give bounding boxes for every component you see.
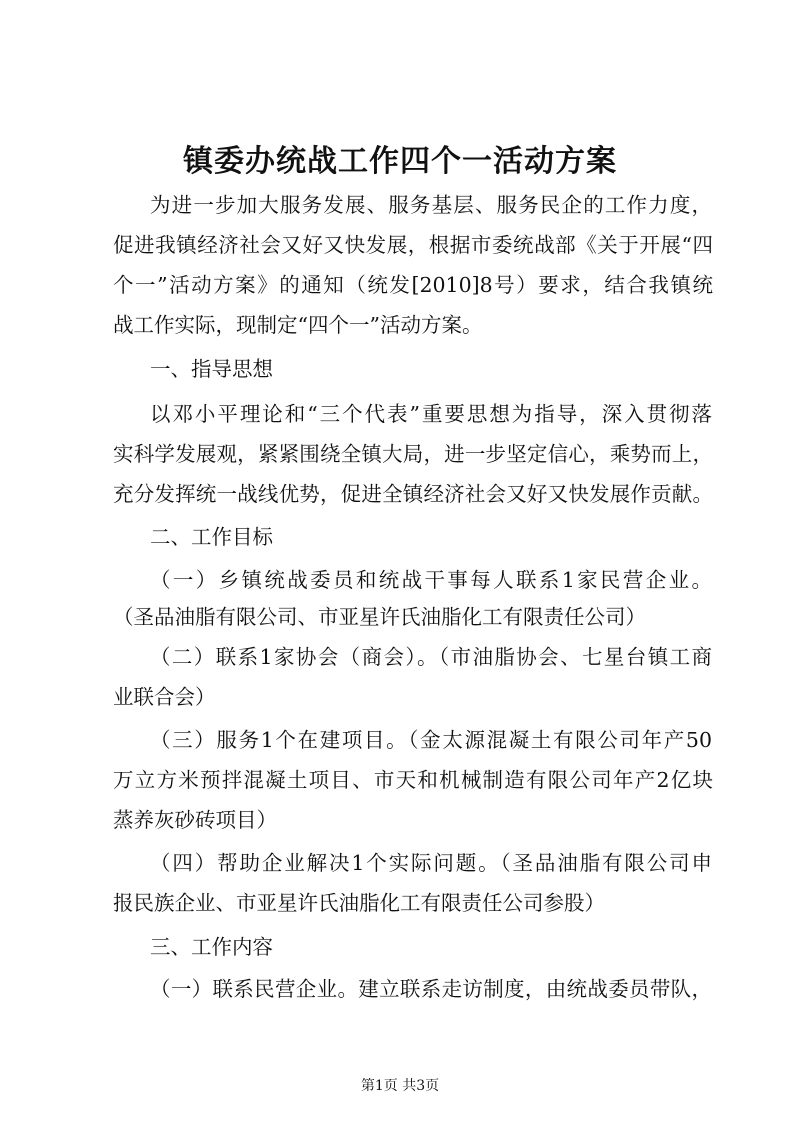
body-line: 个一”活动方案》的通知（统发[2010]8号）要求，结合我镇统 <box>113 273 713 297</box>
page-number: 第1页 共3页 <box>360 1078 440 1094</box>
body-line: 以邓小平理论和“三个代表”重要思想为指导，深入贯彻落 <box>150 402 712 426</box>
section-heading: 二、工作目标 <box>150 525 273 549</box>
section-heading: 一、指导思想 <box>150 357 273 381</box>
body-line: （一）联系民营企业。建立联系走访制度，由统战委员带队， <box>150 977 712 1001</box>
body-line: 充分发挥统一战线优势，促进全镇经济社会又好又快发展作贡献。 <box>113 482 713 506</box>
body-line: 蒸养灰砂砖项目） <box>113 808 277 832</box>
body-line: 战工作实际，现制定“四个一”活动方案。 <box>113 313 483 337</box>
section-heading: 三、工作内容 <box>150 935 273 959</box>
page-title: 镇委办统战工作四个一活动方案 <box>183 144 617 179</box>
body-line: 促进我镇经济社会又好又快发展，根据市委统战部《关于开展“四 <box>113 233 713 257</box>
body-line: （四）帮助企业解决1个实际问题。（圣品油脂有限公司申 <box>150 851 712 875</box>
body-line: 报民族企业、市亚星许氏油脂化工有限责任公司参股） <box>113 891 605 915</box>
body-line: 业联合会） <box>113 685 216 709</box>
body-line: 实科学发展观，紧紧围绕全镇大局，进一步坚定信心，乘势而上， <box>113 442 713 466</box>
body-line: （二）联系1家协会（商会）。（市油脂协会、七星台镇工商 <box>150 645 712 669</box>
body-line: 为进一步加大服务发展、服务基层、服务民企的工作力度， <box>150 193 712 217</box>
body-line: （圣品油脂有限公司、市亚星许氏油脂化工有限责任公司） <box>113 605 646 629</box>
body-line: （三）服务1个在建项目。（金太源混凝土有限公司年产50 <box>150 728 712 752</box>
body-line: （一）乡镇统战委员和统战干事每人联系1家民营企业。 <box>150 568 712 592</box>
body-line: 万立方米预拌混凝土项目、市天和机械制造有限公司年产2亿块 <box>113 768 713 792</box>
